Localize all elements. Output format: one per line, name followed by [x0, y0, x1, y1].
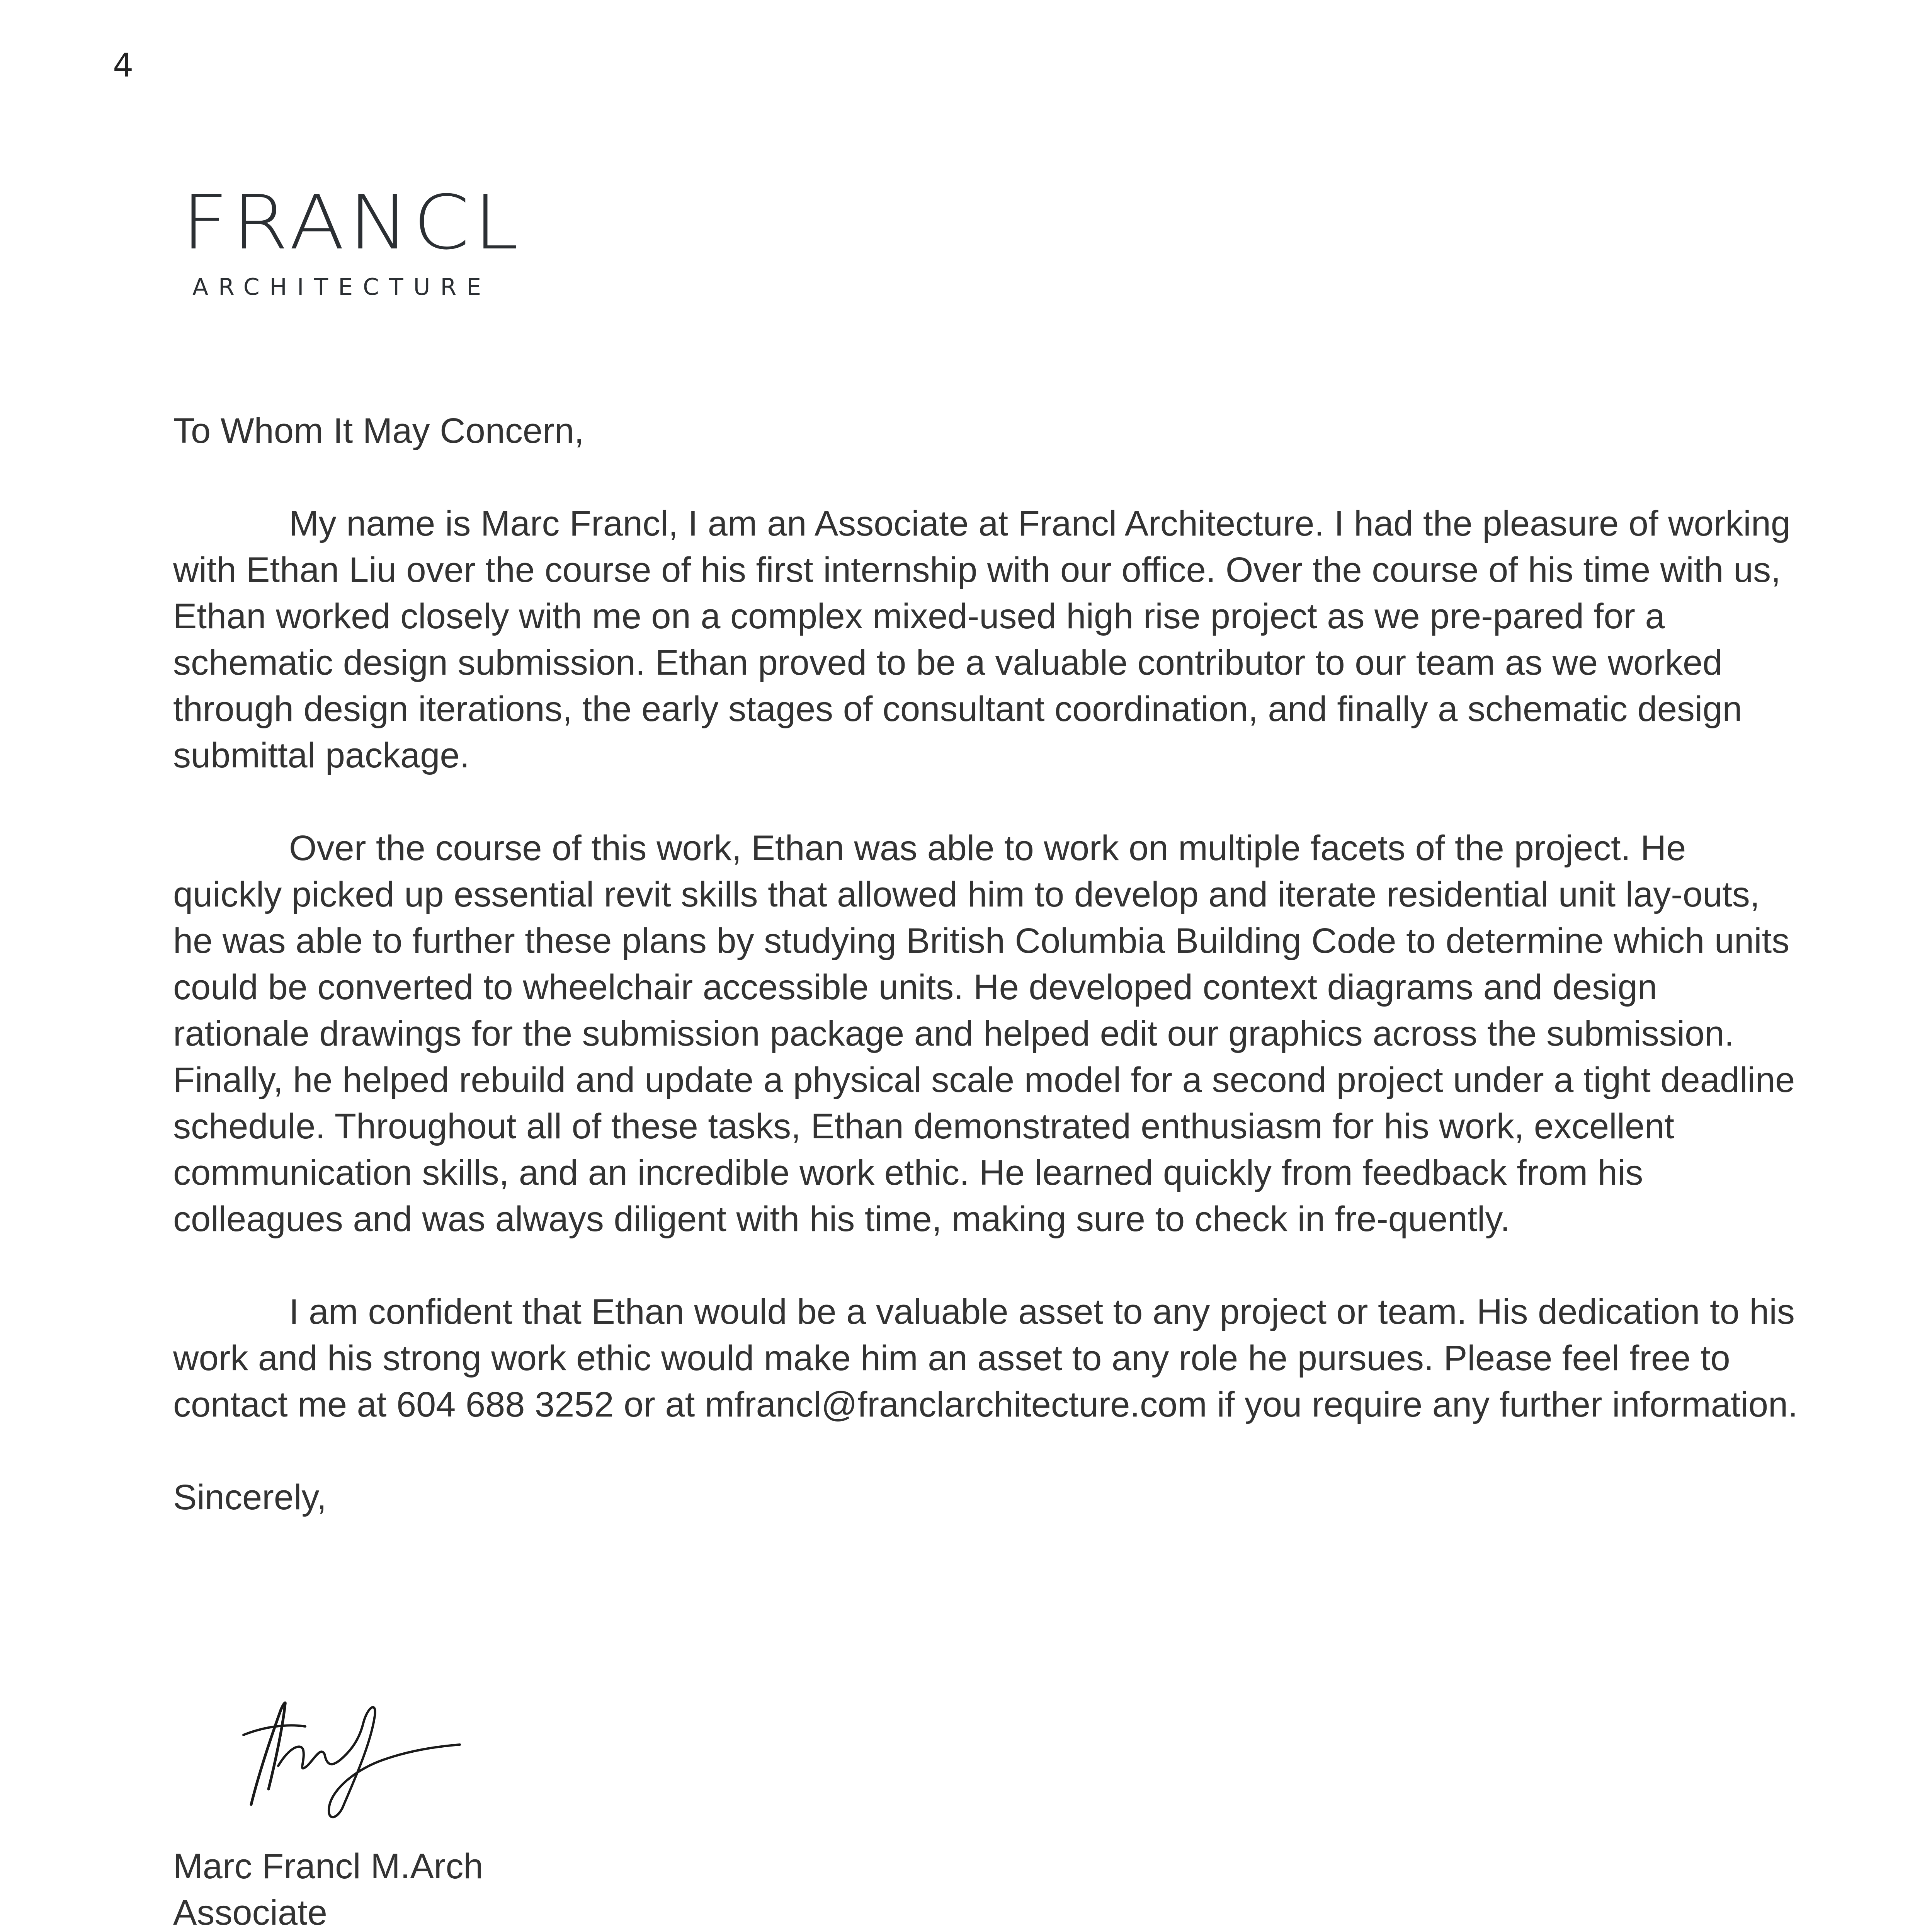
handwritten-signature: [228, 1677, 468, 1824]
signer-name: Marc Francl M.Arch: [173, 1847, 483, 1886]
paragraph-1: My name is Marc Francl, I am an Associate at Francl Architecture. I had the pleasure of working with Ethan Liu over the course of his first internship with our office. Over the course of his time with us, Ethan worked closely with me on a complex mixed-used high rise project as we pre-pared for a schematic design submission. Ethan proved to be a valuable contributor to our team as we worked through design iterations, the early stages of consultant coordination, and finally a schematic design submittal package.: [173, 504, 1791, 775]
salutation: To Whom It May Concern,: [173, 411, 584, 451]
letter-body: [173, 408, 1800, 1520]
paragraph-3: I am confident that Ethan would be a valuable asset to any project or team. His dedication to his work and his strong work ethic would make him an asset to any role he pursues. Please feel free to contact me at 604 688 3252 or at mfrancl@franclarchitecture.com if you require any further information.: [173, 1292, 1798, 1424]
signature-block: [173, 1843, 483, 1932]
company-logo: [182, 179, 529, 301]
logo-subtitle: ARCHITECTURE: [192, 274, 492, 301]
closing: Sincerely,: [173, 1478, 327, 1517]
page-number: 4: [113, 46, 134, 84]
paragraph-2: Over the course of this work, Ethan was able to work on multiple facets of the project. He quickly picked up essential revit skills that allowed him to develop and iterate residential unit lay-outs, he was able to further these plans by studying British Columbia Building Code to determine which units could be converted to wheelchair accessible units. He developed context diagrams and design rationale drawings for the submission package and helped edit our graphics across the submission. Finally, he helped rebuild and update a physical scale model for a second project under a tight deadline schedule. Throughout all of these tasks, Ethan demonstrated enthusiasm for his work, excellent communication skills, and an incredible work ethic. He learned quickly from feedback from his colleagues and was always diligent with his time, making sure to check in fre-quently.: [173, 828, 1795, 1239]
signer-title: Associate: [173, 1893, 327, 1932]
logo-wordmark: FRANCL: [182, 179, 523, 266]
